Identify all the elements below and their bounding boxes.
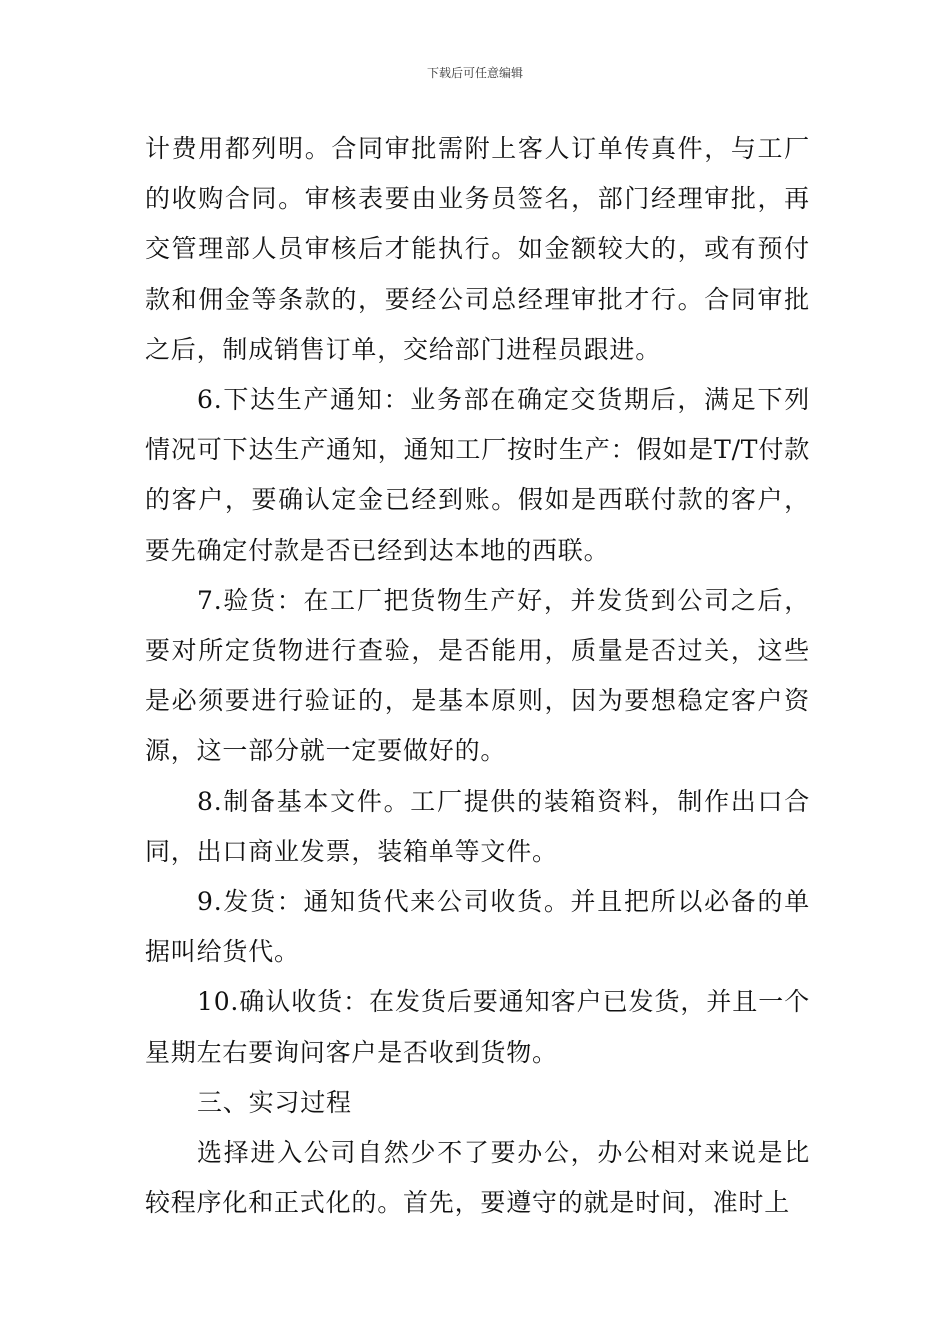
paragraph-production-notice: 6.下达生产通知：业务部在确定交货期后，满足下列情况可下达生产通知，通知工厂按时生产：假如是T/T付款的客户，要确认定金已经到账。假如是西联付款的客户，要先确定付款是否已经到达本地的西联。 bbox=[145, 385, 810, 565]
document-body bbox=[145, 124, 810, 1228]
paragraph-confirm-receipt: 10.确认收货：在发货后要通知客户已发货，并且一个星期左右要询问客户是否收到货物。 bbox=[145, 987, 810, 1067]
paragraph-documents: 8.制备基本文件。工厂提供的装箱资料，制作出口合同，出口商业发票，装箱单等文件。 bbox=[145, 786, 810, 866]
paragraph-contract-approval: 计费用都列明。合同审批需附上客人订单传真件，与工厂的收购合同。审核表要由业务员签名，部门经理审批，再交管理部人员审核后才能执行。如金额较大的，或有预付款和佣金等条款的，要经公司总经理审批才行。合同审批之后，制成销售订单，交给部门进程员跟进。 bbox=[145, 134, 810, 364]
paragraph-shipping: 9.发货：通知货代来公司收货。并且把所以必备的单据叫给货代。 bbox=[145, 887, 810, 967]
paragraph-inspection: 7.验货：在工厂把货物生产好，并发货到公司之后，要对所定货物进行查验，是否能用，质量是否过关，这些是必须要进行验证的，是基本原则，因为要想稳定客户资源，这一部分就一定要做好的。 bbox=[145, 585, 810, 766]
page-header: 下载后可任意编辑 bbox=[426, 66, 523, 80]
paragraph-office-work: 选择进入公司自然少不了要办公，办公相对来说是比较程序化和正式化的。首先，要遵守的就是时间，准时上 bbox=[145, 1138, 810, 1218]
section-heading-internship-process: 三、实习过程 bbox=[197, 1087, 352, 1117]
